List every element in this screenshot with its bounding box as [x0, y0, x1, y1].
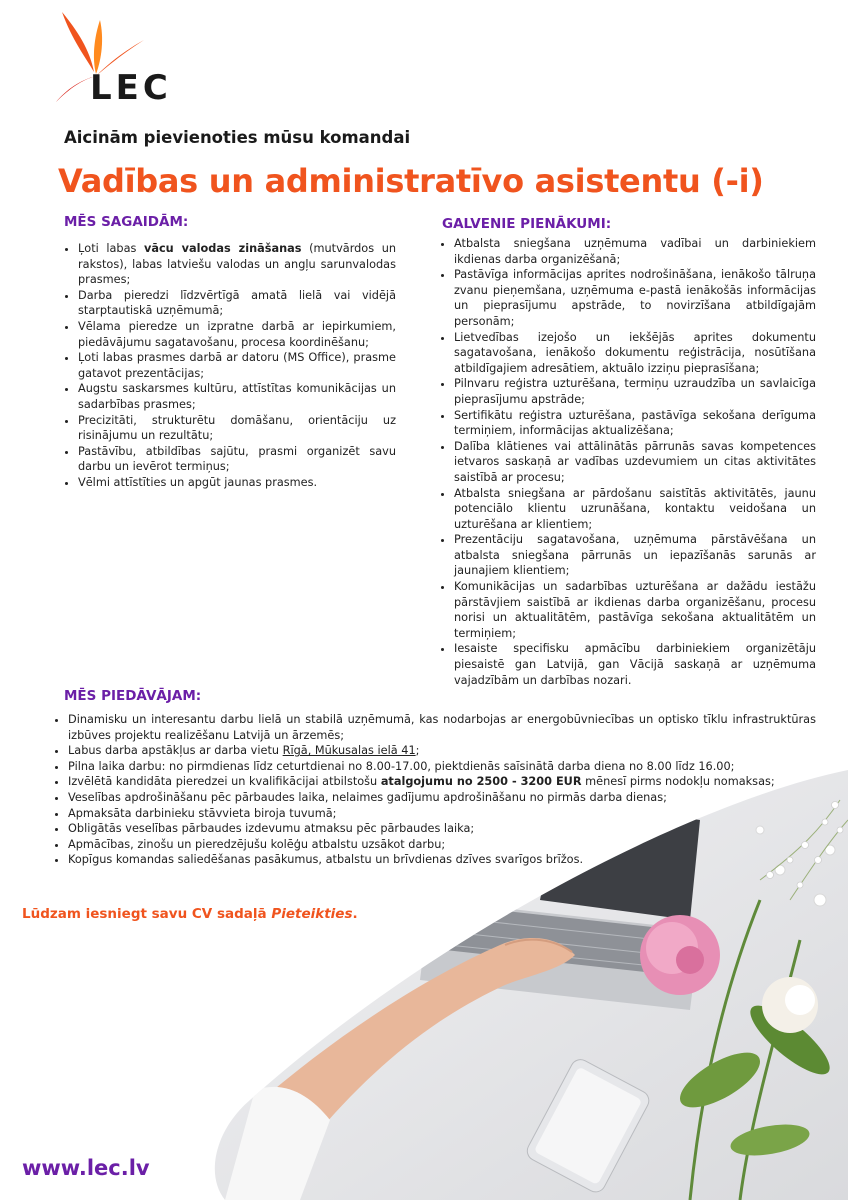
salary-range: atalgojumu no 2500 - 3200 EUR [380, 775, 582, 789]
list-item: • Vēlama pieredze un izpratne darbā ar iepirkumiem, piedāvājumu sagatavošanu, procesa koordinēšanu; [78, 319, 396, 350]
duties-heading: GALVENIE PIENĀKUMI: [442, 216, 612, 232]
lec-logo-text: LEC [90, 68, 172, 108]
list-item: • Augstu saskarsmes kultūru, attīstītas komunikācijas un sadarbības prasmes; [78, 381, 396, 412]
list-item: • Precizitāti, strukturētu domāšanu, orientāciju uz risinājumu un rezultātu; [78, 413, 396, 444]
list-item: • Darba pieredzi līdzvērtīgā amatā lielā vai vidējā starptautiskā uzņēmumā; [78, 288, 396, 319]
job-title: Vadības un administratīvo asistentu (-i) [58, 162, 764, 200]
list-item: • Atbalsta sniegšana ar pārdošanu saistītās aktivitātēs, jaunu potenciālo klientu uzrunāšana, kontaktu veidošana un uzturēšana ar klientiem; [454, 486, 816, 533]
list-item: • Ļoti labas vācu valodas zināšanas (mutvārdos un rakstos), labas latviešu valodas un angļu sarunvalodas prasmes; [78, 241, 396, 288]
website-link[interactable]: www.lec.lv [22, 1156, 150, 1180]
requirements-list [62, 241, 396, 491]
list-item: • Apmaksāta darbinieku stāvvieta biroja tuvumā; [68, 806, 816, 822]
list-item: • Apmācības, zinošu un pieredzējušu kolēģu atbalstu uzsākot darbu; [68, 837, 816, 853]
list-item: • Vēlmi attīstīties un apgūt jaunas prasmes. [78, 475, 396, 491]
tagline: Aicinām pievienoties mūsu komandai [64, 128, 411, 147]
list-item: • Obligātās veselības pārbaudes izdevumu atmaksu pēc pārbaudes laika; [68, 821, 816, 837]
list-item: • Iesaiste specifisku apmācību darbiniekiem organizētāju piesaistē gan Latvijā, gan Vācijā saskaņā ar uzņēmuma vajadzībām un darbības nozari. [454, 641, 816, 688]
list-item: • Labus darba apstākļus ar darba vietu Rīgā, Mūkusalas ielā 41; [68, 743, 816, 759]
office-address: Rīgā, Mūkusalas ielā 41 [282, 744, 416, 758]
list-item: • Prezentāciju sagatavošana, uzņēmuma pārstāvēšana un atbalsta sniegšana pārrunās un iepazīšanās sarunās ar jaunajiem klientiem; [454, 532, 816, 579]
offer-list [52, 712, 816, 868]
offer-heading: MĒS PIEDĀVĀJAM: [64, 688, 202, 704]
list-item: • Ļoti labas prasmes darbā ar datoru (MS Office), prasme gatavot prezentācijas; [78, 350, 396, 381]
list-item: • Pastāvību, atbildības sajūtu, prasmi organizēt savu darbu un ievērot termiņus; [78, 444, 396, 475]
list-item: • Pilnvaru reģistra uzturēšana, termiņu uzraudzība un savlaicīga pieprasījumu apstrāde; [454, 376, 816, 407]
apply-cta: Lūdzam iesniegt savu CV sadaļā Pieteikties. [22, 906, 358, 922]
apply-link[interactable]: Pieteikties [271, 906, 353, 922]
list-item: • Pilna laika darbu: no pirmdienas līdz ceturtdienai no 8.00-17.00, piektdienās saīsinātā darba diena no 8.00 līdz 16.00; [68, 759, 816, 775]
list-item: • Lietvedības izejošo un iekšējās aprites dokumentu sagatavošana, ienākošo dokumentu reģistrācija, nosūtīšana atbildīgajiem adresātiem, aktuālo izziņu pieprasīšana; [454, 330, 816, 377]
list-item: • Izvēlētā kandidāta pieredzei un kvalifikācijai atbilstošu atalgojumu no 2500 - 3200 EUR mēnesī pirms nodokļu nomaksas; [68, 774, 816, 790]
list-item: • Pastāvīga informācijas aprites nodrošināšana, ienākošo tālruņa zvanu pieņemšana, uzņēmuma e-pastā ienākošās informācijas un pieprasījumu apstrāde, to novirzīšana atbildīgajām personām; [454, 267, 816, 329]
list-item: • Dalība klātienes vai attālinātās pārrunās savas kompetences ietvaros saskaņā ar vadības uzdevumiem un citas aktivitātes saistībā ar procesu; [454, 439, 816, 486]
list-item: • Kopīgus komandas saliedēšanas pasākumus, atbalstu un brīvdienas dzīves svarīgos brīžos. [68, 852, 816, 868]
list-item: • Dinamisku un interesantu darbu lielā un stabilā uzņēmumā, kas nodarbojas ar energobūvniecības un optisko tīklu infrastruktūras izbūves projektu realizēšanu Latvijā un ārzemēs; [68, 712, 816, 743]
duties-list [438, 236, 816, 688]
list-item: • Komunikācijas un sadarbības uzturēšana ar dažādu iestāžu pārstāvjiem saistībā ar ikdienas darba organizēšanu, procesu norisi un aktualitātēm, pastāvīga sekošana aktualitātēm un termiņiem; [454, 579, 816, 641]
list-item: • Atbalsta sniegšana uzņēmuma vadībai un darbiniekiem ikdienas darba organizēšanā; [454, 236, 816, 267]
requirements-heading: MĒS SAGAIDĀM: [64, 214, 189, 230]
list-item: • Veselības apdrošināšanu pēc pārbaudes laika, nelaimes gadījumu apdrošināšanu no pirmās darba dienas; [68, 790, 816, 806]
list-item: • Sertifikātu reģistra uzturēšana, pastāvīga sekošana derīguma termiņiem, informācijas aktualizēšana; [454, 408, 816, 439]
